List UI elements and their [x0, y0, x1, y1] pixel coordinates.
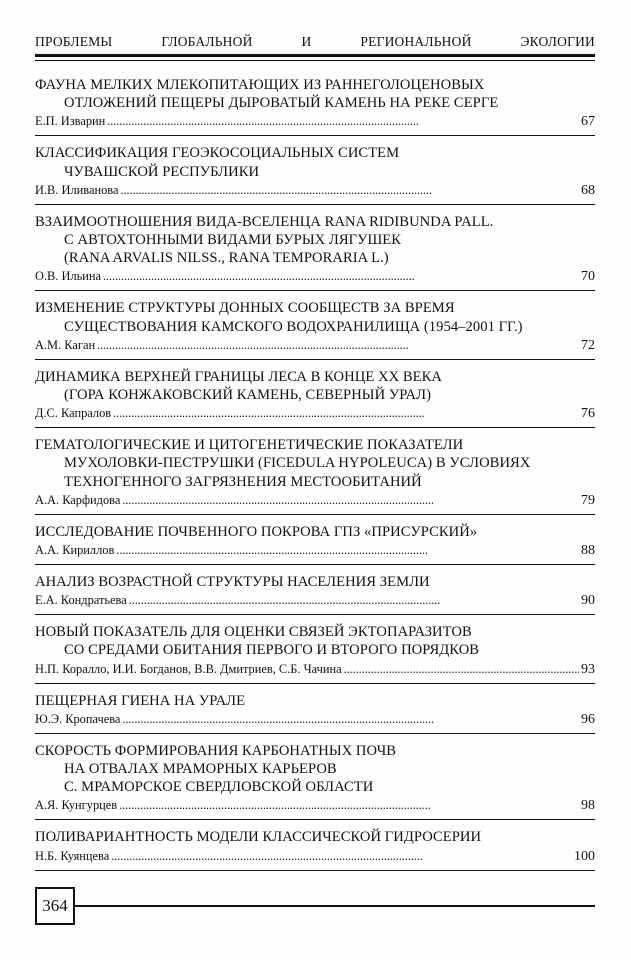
- header-rule: [35, 54, 595, 57]
- entry-author-row: [35, 661, 595, 678]
- header-word: ЭКОЛОГИИ: [520, 34, 595, 49]
- dot-leader: [116, 542, 579, 559]
- toc-entry[interactable]: [35, 742, 595, 821]
- entry-author-row: [35, 405, 595, 422]
- entry-title-line: ТЕХНОГЕННОГО ЗАГРЯЗНЕНИЯ МЕСТООБИТАНИЙ: [64, 473, 422, 490]
- toc-entry[interactable]: [35, 623, 595, 683]
- entry-author-row: [35, 113, 595, 130]
- entry-page-number: 67: [581, 114, 595, 130]
- dot-leader: [103, 268, 579, 285]
- toc-entry[interactable]: [35, 299, 595, 359]
- toc-entry[interactable]: [35, 368, 595, 428]
- toc-entry[interactable]: [35, 573, 595, 615]
- entry-title-line: ИССЛЕДОВАНИЕ ПОЧВЕННОГО ПОКРОВА ГПЗ «ПРИСУРСКИЙ»: [35, 523, 478, 540]
- entry-author: И.В. Иливанова: [35, 182, 119, 197]
- entry-title-line: ДИНАМИКА ВЕРХНЕЙ ГРАНИЦЫ ЛЕСА В КОНЦЕ ХХ ВЕКА: [35, 368, 442, 385]
- entry-page-number: 96: [581, 711, 595, 727]
- entry-title-line: СУЩЕСТВОВАНИЯ КАМСКОГО ВОДОХРАНИЛИЩА (1954–2001 ГГ.): [64, 318, 523, 335]
- entry-title-line: СКОРОСТЬ ФОРМИРОВАНИЯ КАРБОНАТНЫХ ПОЧВ: [35, 742, 397, 759]
- entry-author-row: [35, 337, 595, 354]
- entry-title-line: ИЗМЕНЕНИЕ СТРУКТУРЫ ДОННЫХ СООБЩЕСТВ ЗА ВРЕМЯ: [35, 300, 455, 317]
- entry-page-number: 98: [581, 798, 595, 814]
- entry-title-line: ПЕЩЕРНАЯ ГИЕНА НА УРАЛЕ: [35, 692, 246, 709]
- footer-rule: [75, 905, 595, 907]
- entry-title-line: ЧУВАШСКОЙ РЕСПУБЛИКИ: [64, 163, 260, 180]
- entry-author: Ю.Э. Кропачева: [35, 711, 121, 726]
- entry-page-number: 79: [581, 492, 595, 508]
- entry-title-line: (RANA ARVALIS NILSS., RANA TEMPORARIA L.): [64, 250, 389, 267]
- toc-entry[interactable]: [35, 828, 595, 870]
- entry-page-number: 100: [574, 848, 595, 864]
- entry-title-line: ФАУНА МЕЛКИХ МЛЕКОПИТАЮЩИХ ИЗ РАННЕГОЛОЦЕНОВЫХ: [35, 77, 485, 93]
- dot-leader: [97, 337, 579, 354]
- toc-entry[interactable]: [35, 692, 595, 734]
- dot-leader: [122, 492, 579, 509]
- entry-author-row: [35, 797, 595, 814]
- entry-author: О.В. Ильина: [35, 269, 102, 284]
- header-word: ПРОБЛЕМЫ: [35, 34, 113, 49]
- entry-title-line: С. МРАМОРСКОЕ СВЕРДЛОВСКОЙ ОБЛАСТИ: [64, 779, 374, 796]
- entry-page-number: 90: [581, 593, 595, 609]
- dot-leader: [111, 848, 572, 865]
- header-word: ГЛОБАЛЬНОЙ: [161, 34, 253, 49]
- entry-author-row: [35, 542, 595, 559]
- header-word: РЕГИОНАЛЬНОЙ: [360, 34, 472, 49]
- entry-title-line: ГЕМАТОЛОГИЧЕСКИЕ И ЦИТОГЕНЕТИЧЕСКИЕ ПОКАЗАТЕЛИ: [35, 437, 464, 454]
- entry-author-row: [35, 592, 595, 609]
- toc-entry[interactable]: [35, 144, 595, 204]
- running-header: [35, 34, 595, 50]
- entry-page-number: 93: [581, 661, 595, 677]
- entry-author-row: [35, 492, 595, 509]
- entry-title-line: МУХОЛОВКИ-ПЕСТРУШКИ (FICEDULA HYPOLEUCA) В УСЛОВИЯХ: [64, 455, 531, 472]
- entry-author: Н.Б. Куянцева: [35, 848, 110, 863]
- dot-leader: [113, 405, 579, 422]
- header-word: И: [301, 34, 312, 49]
- dot-leader: [119, 797, 579, 814]
- entry-title-line: КЛАССИФИКАЦИЯ ГЕОЭКОСОЦИАЛЬНЫХ СИСТЕМ: [35, 145, 400, 162]
- toc-entry[interactable]: [35, 436, 595, 515]
- entry-page-number: 76: [581, 406, 595, 422]
- entry-author: А.А. Карфидова: [35, 492, 121, 507]
- entry-title-line: НОВЫЙ ПОКАЗАТЕЛЬ ДЛЯ ОЦЕНКИ СВЯЗЕЙ ЭКТОПАРАЗИТОВ: [35, 624, 472, 641]
- toc-entry[interactable]: [35, 76, 595, 136]
- entry-author: Е.А. Кондратьева: [35, 593, 127, 608]
- entry-author: Н.П. Коралло, И.И. Богданов, В.В. Дмитриев, С.Б. Чачина: [35, 661, 342, 676]
- entry-author: А.А. Кириллов: [35, 543, 115, 558]
- dot-leader: [344, 661, 579, 678]
- entry-page-number: 68: [581, 182, 595, 198]
- entry-author-row: [35, 182, 595, 199]
- entry-title-line: ВЗАИМООТНОШЕНИЯ ВИДА-ВСЕЛЕНЦА RANA RIDIBUNDA PALL.: [35, 213, 494, 230]
- entry-page-number: 70: [581, 269, 595, 285]
- dot-leader: [107, 113, 579, 130]
- entry-title-line: АНАЛИЗ ВОЗРАСТНОЙ СТРУКТУРЫ НАСЕЛЕНИЯ ЗЕМЛИ: [35, 574, 430, 591]
- entry-title-line: (ГОРА КОНЖАКОВСКИЙ КАМЕНЬ, СЕВЕРНЫЙ УРАЛ): [64, 387, 431, 404]
- entry-title-line: СО СРЕДАМИ ОБИТАНИЯ ПЕРВОГО И ВТОРОГО ПОРЯДКОВ: [64, 642, 480, 659]
- page-number: 364: [42, 896, 68, 915]
- dot-leader: [122, 711, 579, 728]
- entry-author: Е.П. Изварин: [35, 114, 106, 129]
- entry-title-line: С АВТОХТОННЫМИ ВИДАМИ БУРЫХ ЛЯГУШЕК: [64, 232, 402, 249]
- entry-author-row: [35, 268, 595, 285]
- entry-title-line: ПОЛИВАРИАНТНОСТЬ МОДЕЛИ КЛАССИЧЕСКОЙ ГИДРОСЕРИИ: [35, 829, 482, 846]
- entry-page-number: 72: [581, 337, 595, 353]
- entry-title-line: НА ОТВАЛАХ МРАМОРНЫХ КАРЬЕРОВ: [64, 761, 337, 778]
- toc-entry[interactable]: [35, 523, 595, 565]
- table-of-contents: [35, 76, 595, 879]
- dot-leader: [129, 592, 579, 609]
- entry-author: Д.С. Капралов: [35, 406, 112, 421]
- entry-page-number: 88: [581, 543, 595, 559]
- entry-title-line: ОТЛОЖЕНИЙ ПЕЩЕРЫ ДЫРОВАТЫЙ КАМЕНЬ НА РЕКЕ СЕРГЕ: [64, 95, 499, 112]
- page-number-box: [35, 887, 75, 925]
- entry-author: А.М. Каган: [35, 337, 96, 352]
- dot-leader: [120, 182, 579, 199]
- entry-author-row: [35, 848, 595, 865]
- entry-author-row: [35, 711, 595, 728]
- entry-author: А.Я. Кунгурцев: [35, 798, 118, 813]
- toc-entry[interactable]: [35, 213, 595, 292]
- header-rule-thin: [35, 60, 595, 61]
